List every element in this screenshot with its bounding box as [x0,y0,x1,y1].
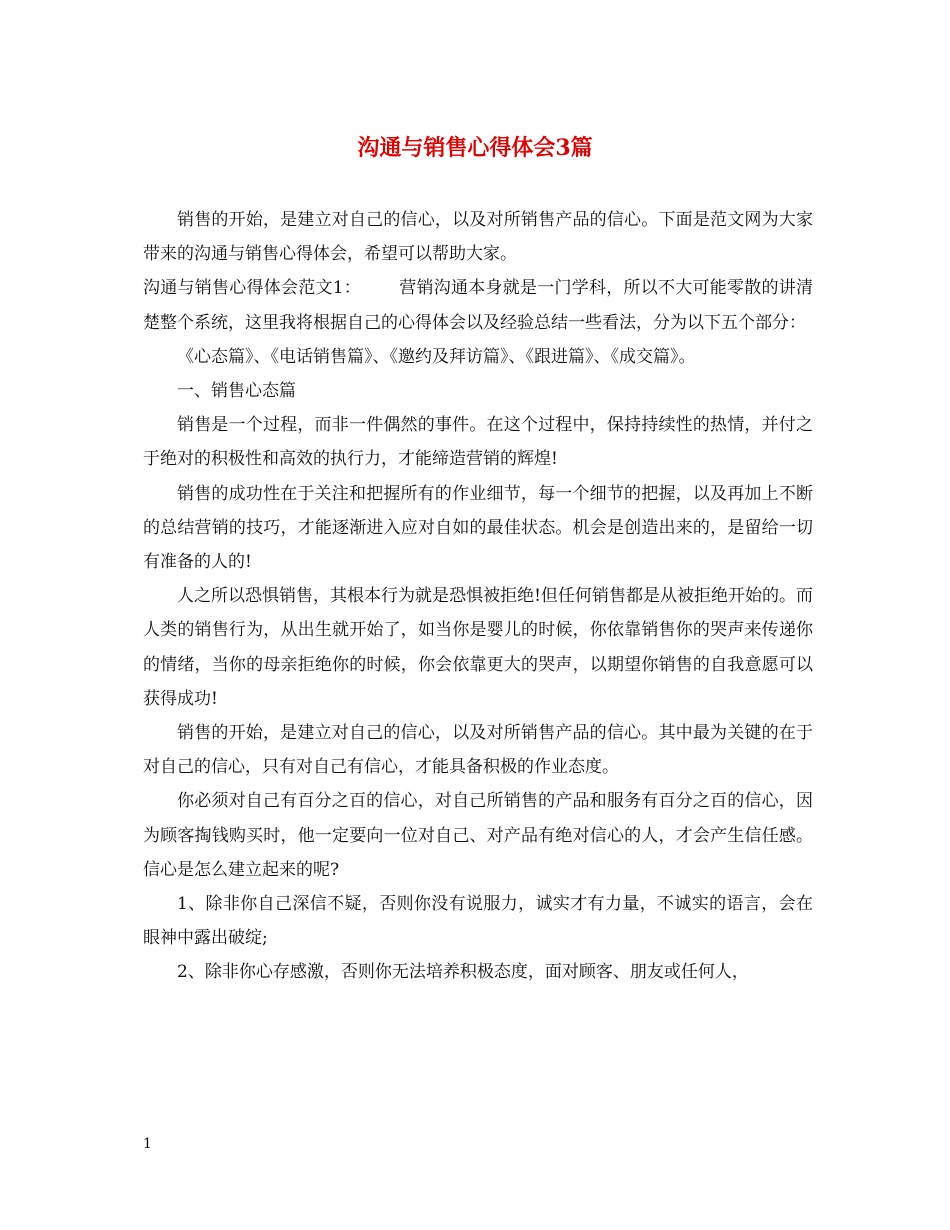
list-item-2: 2、除非你心存感激，否则你无法培养积极态度，面对顾客、朋友或任何人， [177,962,749,983]
sections-paragraph: 《心态篇》、《电话销售篇》、《邀约及拜访篇》、《跟进篇》、《成交篇》。 [177,346,696,367]
paragraph-details: 销售的成功性在于关注和把握所有的作业细节，每一个细节的把握，以及再加上不断的总结营销的技巧，才能逐渐进入应对自如的最佳状态。机会是创造出来的，是留给一切有准备的人的! [143,483,813,573]
intro-paragraph: 销售的开始，是建立对自己的信心，以及对所销售产品的信心。下面是范文网为大家带来的沟通与销售心得体会，希望可以帮助大家。 [143,210,813,265]
paragraph-confidence: 销售的开始，是建立对自己的信心，以及对所销售产品的信心。其中最为关键的在于对自己的信心，只有对自己有信心，才能具备积极的作业态度。 [143,723,813,778]
sample-text: 营销沟通本身就是一门学科，所以不大可能零散的讲清楚整个系统，这里我将根据自己的心得体会以及经验总结一些看法，分为以下五个部分： [143,278,813,333]
sample-label: 沟通与销售心得体会范文1： [143,278,362,299]
page-number: 1 [143,1136,152,1152]
paragraph-rejection: 人之所以恐惧销售，其根本行为就是恐惧被拒绝!但任何销售都是从被拒绝开始的。而人类的销售行为，从出生就开始了，如当你是婴儿的时候，你依靠销售你的哭声来传递你的情绪，当你的母亲拒绝你的时候，你会依靠更大的哭声，以期望你销售的自我意愿可以获得成功! [143,586,813,709]
paragraph-process: 销售是一个过程，而非一件偶然的事件。在这个过程中，保持持续性的热情，并付之于绝对的积极性和高效的执行力，才能缔造营销的辉煌! [143,415,813,470]
sample-paragraph [143,271,813,339]
list-item-1: 1、除非你自己深信不疑，否则你没有说服力，诚实才有力量，不诚实的语言，会在眼神中露出破绽; [143,894,813,949]
document-body [143,203,813,990]
paragraph-trust: 你必须对自己有百分之百的信心，对自己所销售的产品和服务有百分之百的信心，因为顾客掏钱购买时，他一定要向一位对自己、对产品有绝对信心的人，才会产生信任感。信心是怎么建立起来的呢? [143,791,813,880]
document-title: 沟通与销售心得体会3篇 [357,135,593,161]
section-heading: 一、销售心态篇 [177,381,296,402]
